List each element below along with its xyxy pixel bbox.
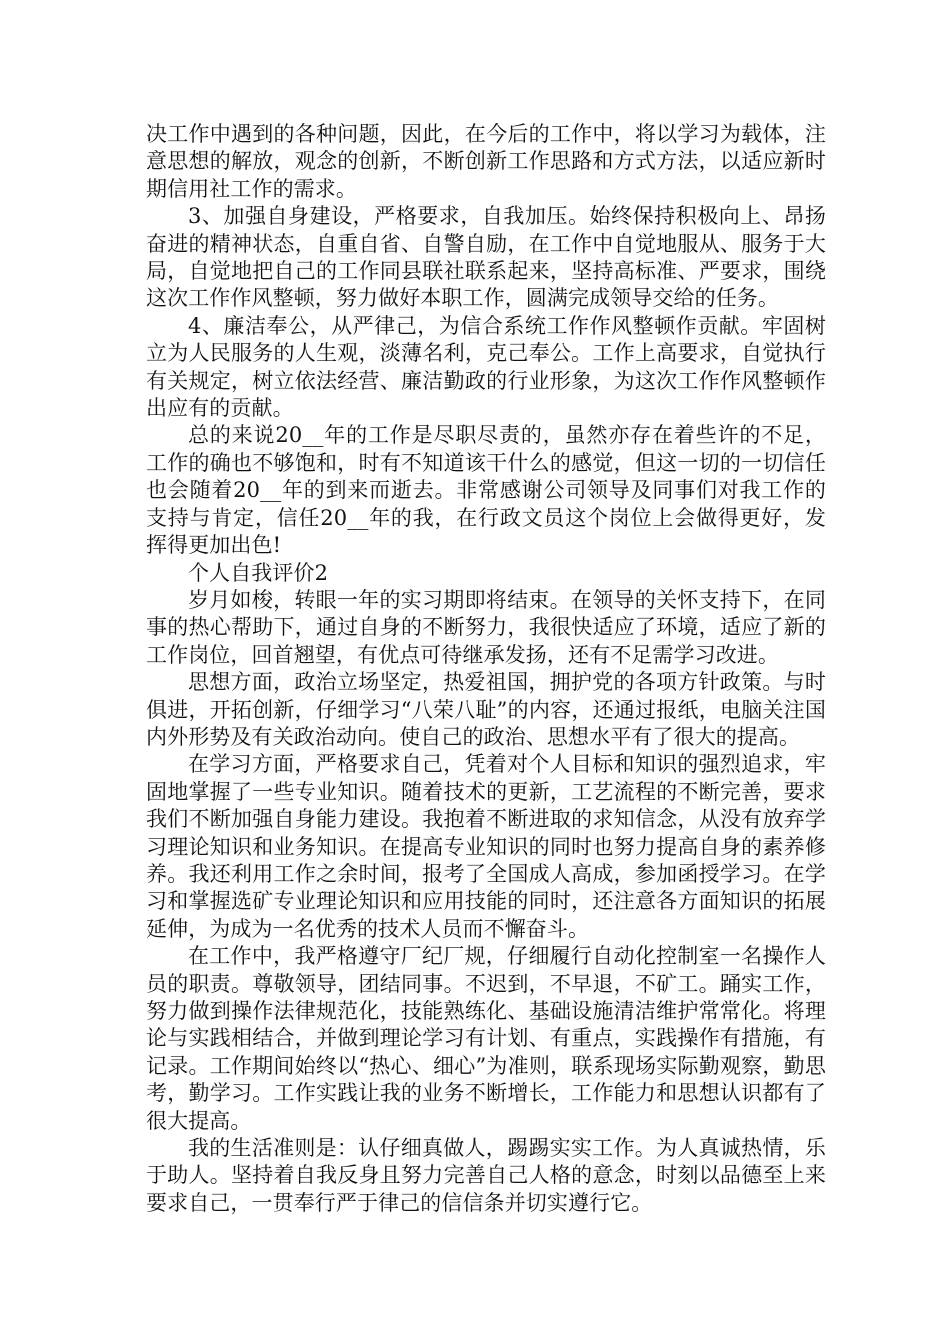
paragraph-continuation: 决工作中遇到的各种问题，因此，在今后的工作中，将以学习为载体，注意思想的解放，观念的创新，不断创新工作思路和方式方法，以适应新时期信用社工作的需求。 [146, 122, 826, 201]
paragraph-life: 我的生活准则是：认仔细真做人，踢踢实实工作。为人真诚热情，乐于助人。坚持着自我反身且努力完善自己人格的意念，时刻以品德至上来要求自己，一贯奉行严于律己的信信条并切实遵行它。 [146, 1136, 826, 1215]
paragraph-item-3: 3、加强自身建设，严格要求，自我加压。始终保持积极向上、昂扬奋进的精神状态，自重自省、自警自励，在工作中自觉地服从、服务于大局，自觉地把自己的工作同县联社联系起来，坚持高标准、严要求，围绕这次工作作风整顿，努力做好本职工作，圆满完成领导交给的任务。 [146, 204, 826, 311]
paragraph-study: 在学习方面，严格要求自己，凭着对个人目标和知识的强烈追求，牢固地掌握了一些专业知识。随着技术的更新，工艺流程的不断完善，要求我们不断加强自身能力建设。我抱着不断进取的求知信念，从没有放弃学习理论知识和业务知识。在提高专业知识的同时也努力提高自身的素养修养。我还利用工作之余时间，报考了全国成人高成，参加函授学习。在学习和掌握选矿专业理论知识和应用技能的同时，还注意各方面知识的拓展延伸，为成为一名优秀的技术人员而不懈奋斗。 [146, 752, 826, 941]
paragraph-summary: 总的来说20__年的工作是尽职尽责的，虽然亦存在着些许的不足，工作的确也不够饱和，时有不知道该干什么的感觉，但这一切的一切信任也会随着20__年的到来而逝去。非常感谢公司领导及同事们对我工作的支持与肯定，信任20__年的我，在行政文员这个岗位上会做得更好，发挥得更加出色! [146, 423, 826, 558]
section-heading: 个人自我评价2 [188, 560, 329, 585]
paragraph-intro: 岁月如梭，转眼一年的实习期即将结束。在领导的关怀支持下，在同事的热心帮助下，通过自身的不断努力，我很快适应了环境，适应了新的工作岗位，回首翘望，有优点可待继承发扬，还有不足需学习改进。 [146, 587, 826, 667]
document-body [146, 121, 826, 1217]
paragraph-item-4: 4、廉洁奉公，从严律己，为信合系统工作作风整顿作贡献。牢固树立为人民服务的人生观，淡薄名利，克己奉公。工作上高要求，自觉执行有关规定，树立依法经营、廉洁勤政的行业形象，为这次工作作风整顿作出应有的贡献。 [146, 313, 826, 421]
paragraph-work: 在工作中，我严格遵守厂纪厂规，仔细履行自动化控制室一名操作人员的职责。尊敬领导，团结同事。不迟到，不早退，不矿工。踊实工作，努力做到操作法律规范化，技能熟练化、基础设施清洁维护常常化。将理论与实践相结合，并做到理论学习有计划、有重点，实践操作有措施，有记录。工作期间始终以“热心、细心”为准则，联系现场实际勤观察，勤思考，勤学习。工作实践让我的业务不断增长，工作能力和思想认识都有了很大提高。 [146, 944, 826, 1133]
paragraph-thought: 思想方面，政治立场坚定，热爱祖国，拥护党的各项方针政策。与时俱进，开拓创新，仔细学习“八荣八耻”的内容，还通过报纸，电脑关注国内外形势及有关政治动向。使自己的政治、思想水平有了很大的提高。 [146, 670, 826, 749]
